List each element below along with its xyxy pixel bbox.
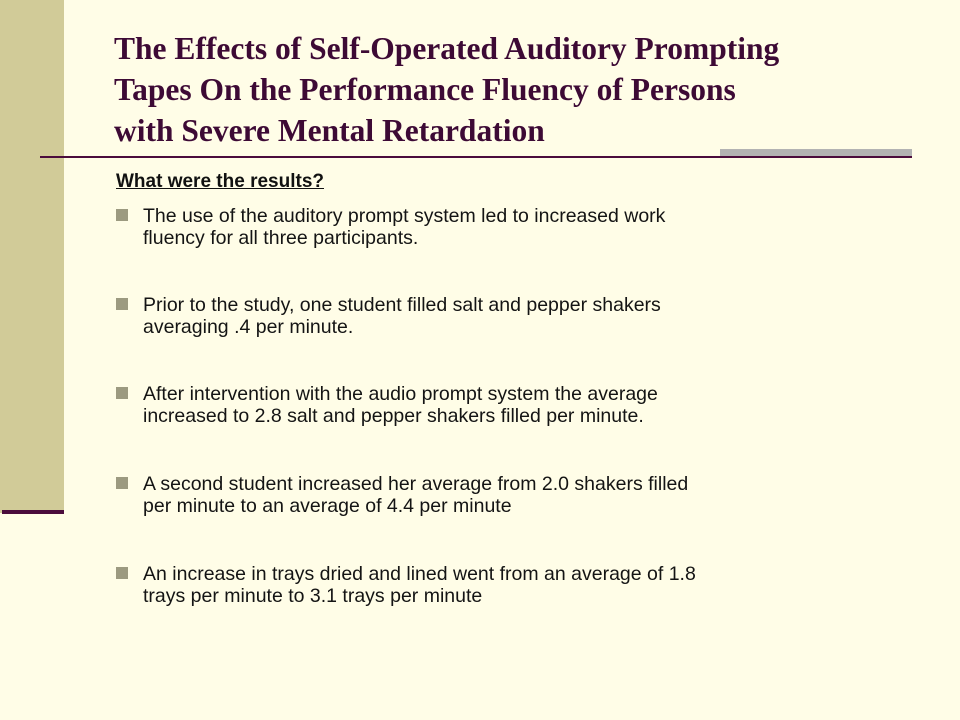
square-bullet-icon (116, 567, 128, 579)
square-bullet-icon (116, 209, 128, 221)
slide-title-line-1: The Effects of Self-Operated Auditory Prompting (114, 31, 780, 66)
bullet-text-4: A second student increased her average from 2.0 shakers filled per minute to an average of 4.4 per minute (143, 473, 689, 517)
bullet-item-3 (116, 383, 916, 427)
bullet-item-2 (116, 294, 916, 338)
slide-title-line-3: with Severe Mental Retardation (114, 113, 545, 148)
bullet-item-5 (116, 563, 916, 607)
bullet-item-1 (116, 205, 916, 249)
slide-title (114, 28, 914, 151)
results-subheading: What were the results? (116, 171, 324, 192)
bullet-text-3: After intervention with the audio prompt system the average increased to 2.8 salt and pepper shakers filled per minute. (143, 383, 658, 427)
title-divider (40, 156, 912, 158)
square-bullet-icon (116, 298, 128, 310)
bullet-text-2: Prior to the study, one student filled salt and pepper shakers averaging .4 per minute. (143, 294, 661, 338)
left-decorative-band (0, 0, 64, 513)
bullet-item-4 (116, 473, 916, 517)
square-bullet-icon (116, 477, 128, 489)
title-rule-accent (720, 149, 912, 156)
bullet-text-1: The use of the auditory prompt system led to increased work fluency for all three participants. (143, 205, 666, 249)
slide-title-line-2: Tapes On the Performance Fluency of Persons (114, 72, 736, 107)
bullet-text-5: An increase in trays dried and lined went from an average of 1.8 trays per minute to 3.1 trays per minute (143, 563, 696, 607)
square-bullet-icon (116, 387, 128, 399)
left-band-underline (2, 510, 64, 514)
